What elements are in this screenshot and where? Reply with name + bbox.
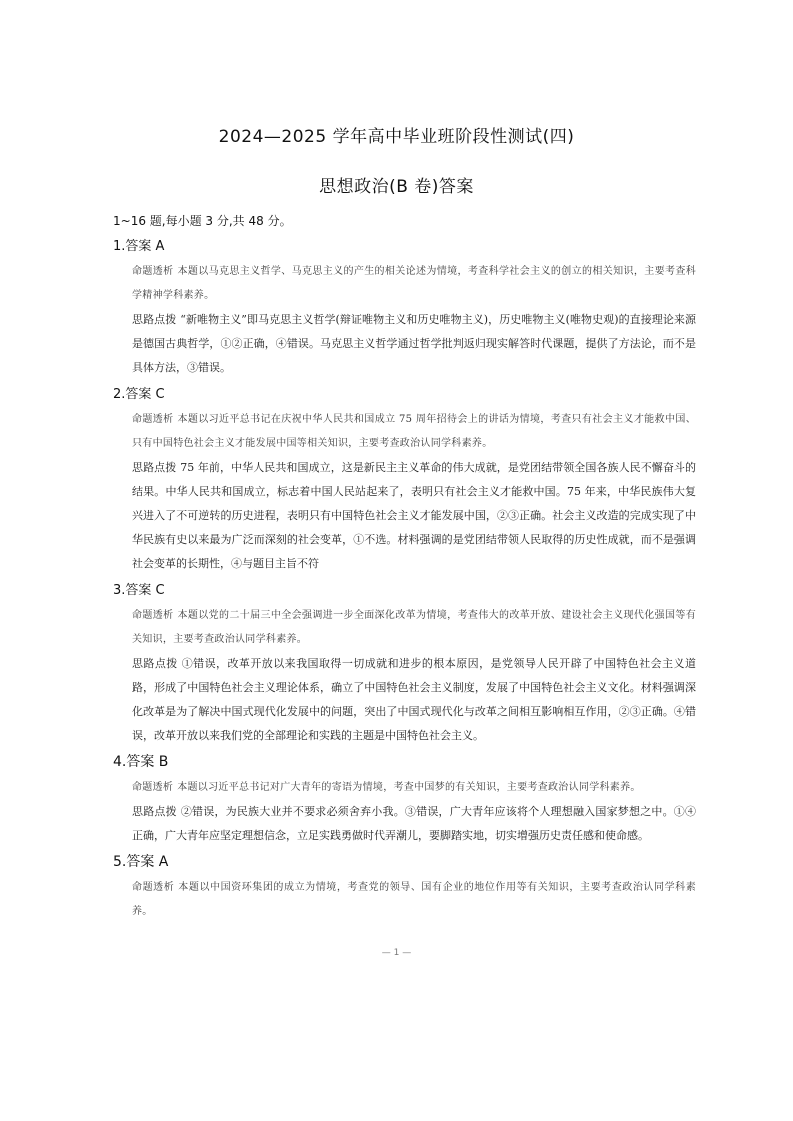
question-detail <box>132 456 696 576</box>
analysis-label: 命题透析 <box>132 266 174 277</box>
question-detail <box>132 800 696 848</box>
question-answer-heading: 3.答案 C <box>113 583 165 598</box>
question-analysis <box>132 604 696 652</box>
question-2 <box>113 384 697 576</box>
scoring-intro: 1~16 题,每小题 3 分,共 48 分。 <box>113 214 292 228</box>
detail-label: 思路点拨 <box>132 657 178 670</box>
question-5 <box>113 852 697 924</box>
question-1 <box>113 236 697 380</box>
question-analysis <box>132 876 696 924</box>
detail-text: “新唯物主义”即马克思主义哲学(辩证唯物主义和历史唯物主义)，历史唯物主义(唯物史观)的直接理论来源是德国古典哲学，①②正确，④错误。马克思主义哲学通过哲学批判返归现实解答时代课题，提供了方法论，而不是具体方法，③错误。 <box>132 313 696 374</box>
analysis-label: 命题透析 <box>132 782 174 793</box>
question-detail <box>132 308 696 380</box>
question-answer-heading: 2.答案 C <box>113 387 165 402</box>
page-number: — 1 — <box>381 948 412 958</box>
question-detail <box>132 652 696 748</box>
analysis-text: 本题以马克思主义哲学、马克思主义的产生的相关论述为情境，考查科学社会主义的创立的相关知识，主要考查科学精神学科素养。 <box>132 266 697 301</box>
page-subtitle: 思想政治(B 卷)答案 <box>319 177 474 197</box>
detail-text: 75 年前，中华人民共和国成立，这是新民主主义革命的伟大成就，是党团结带领全国各族人民不懈奋斗的结果。中华人民共和国成立，标志着中国人民站起来了，表明只有社会主义才能救中国。75 年来，中华民族伟大复兴进入了不可逆转的历史进程，表明只有中国特色社会主义才能发展中国，②③正确。社会主义改造的完成实现了中华民族有史以来最为广泛而深刻的社会变革，①不选。材料强调的是党团结带领人民取得的历史性成就，而不是强调社会变革的长期性，④与题目主旨不符 <box>132 461 697 570</box>
question-analysis <box>132 776 696 800</box>
analysis-label: 命题透析 <box>132 882 175 893</box>
analysis-text: 本题以习近平总书记在庆祝中华人民共和国成立 75 周年招待会上的讲话为情境，考查只有社会主义才能救中国、只有中国特色社会主义才能发展中国等相关知识，主要考查政治认同学科素养。 <box>132 414 696 449</box>
detail-label: 思路点拨 <box>132 805 177 818</box>
analysis-text: 本题以党的二十届三中全会强调进一步全面深化改革为情境，考查伟大的改革开放、建设社会主义现代化强国等有关知识，主要考查政治认同学科素养。 <box>132 610 697 645</box>
question-answer-heading: 5.答案 A <box>113 854 169 870</box>
analysis-text: 本题以中国资环集团的成立为情境，考查党的领导、国有企业的地位作用等有关知识，主要考查政治认同学科素养。 <box>132 882 697 917</box>
analysis-label: 命题透析 <box>132 414 174 425</box>
question-4 <box>113 752 697 848</box>
question-3 <box>113 580 697 748</box>
question-analysis <box>132 260 696 308</box>
question-analysis <box>132 408 696 456</box>
detail-label: 思路点拨 <box>132 461 177 474</box>
answers-section <box>113 236 697 924</box>
detail-text: ②错误，为民族大业并不要求必须舍弃小我。③错误，广大青年应该将个人理想融入国家梦想之中。①④正确，广大青年应坚定理想信念，立足实践勇做时代弄潮儿，要脚踏实地，切实增强历史责任感和使命感。 <box>132 805 697 842</box>
analysis-text: 本题以习近平总书记对广大青年的寄语为情境，考查中国梦的有关知识，主要考查政治认同学科素养。 <box>177 782 641 793</box>
question-answer-heading: 4.答案 B <box>113 754 169 770</box>
analysis-label: 命题透析 <box>132 610 174 621</box>
detail-text: ①错误，改革开放以来我国取得一切成就和进步的根本原因，是党领导人民开辟了中国特色社会主义道路，形成了中国特色社会主义理论体系，确立了中国特色社会主义制度，发展了中国特色社会主义文化。材料强调深化改革是为了解决中国式现代化发展中的问题，突出了中国式现代化与改革之间相互影响相互作用，②③正确。④错误，改革开放以来我们党的全部理论和实践的主题是中国特色社会主义。 <box>132 657 696 742</box>
question-answer-heading: 1.答案 A <box>113 239 165 254</box>
detail-label: 思路点拨 <box>132 313 177 326</box>
page-title: 2024—2025 学年高中毕业班阶段性测试(四) <box>218 127 575 147</box>
